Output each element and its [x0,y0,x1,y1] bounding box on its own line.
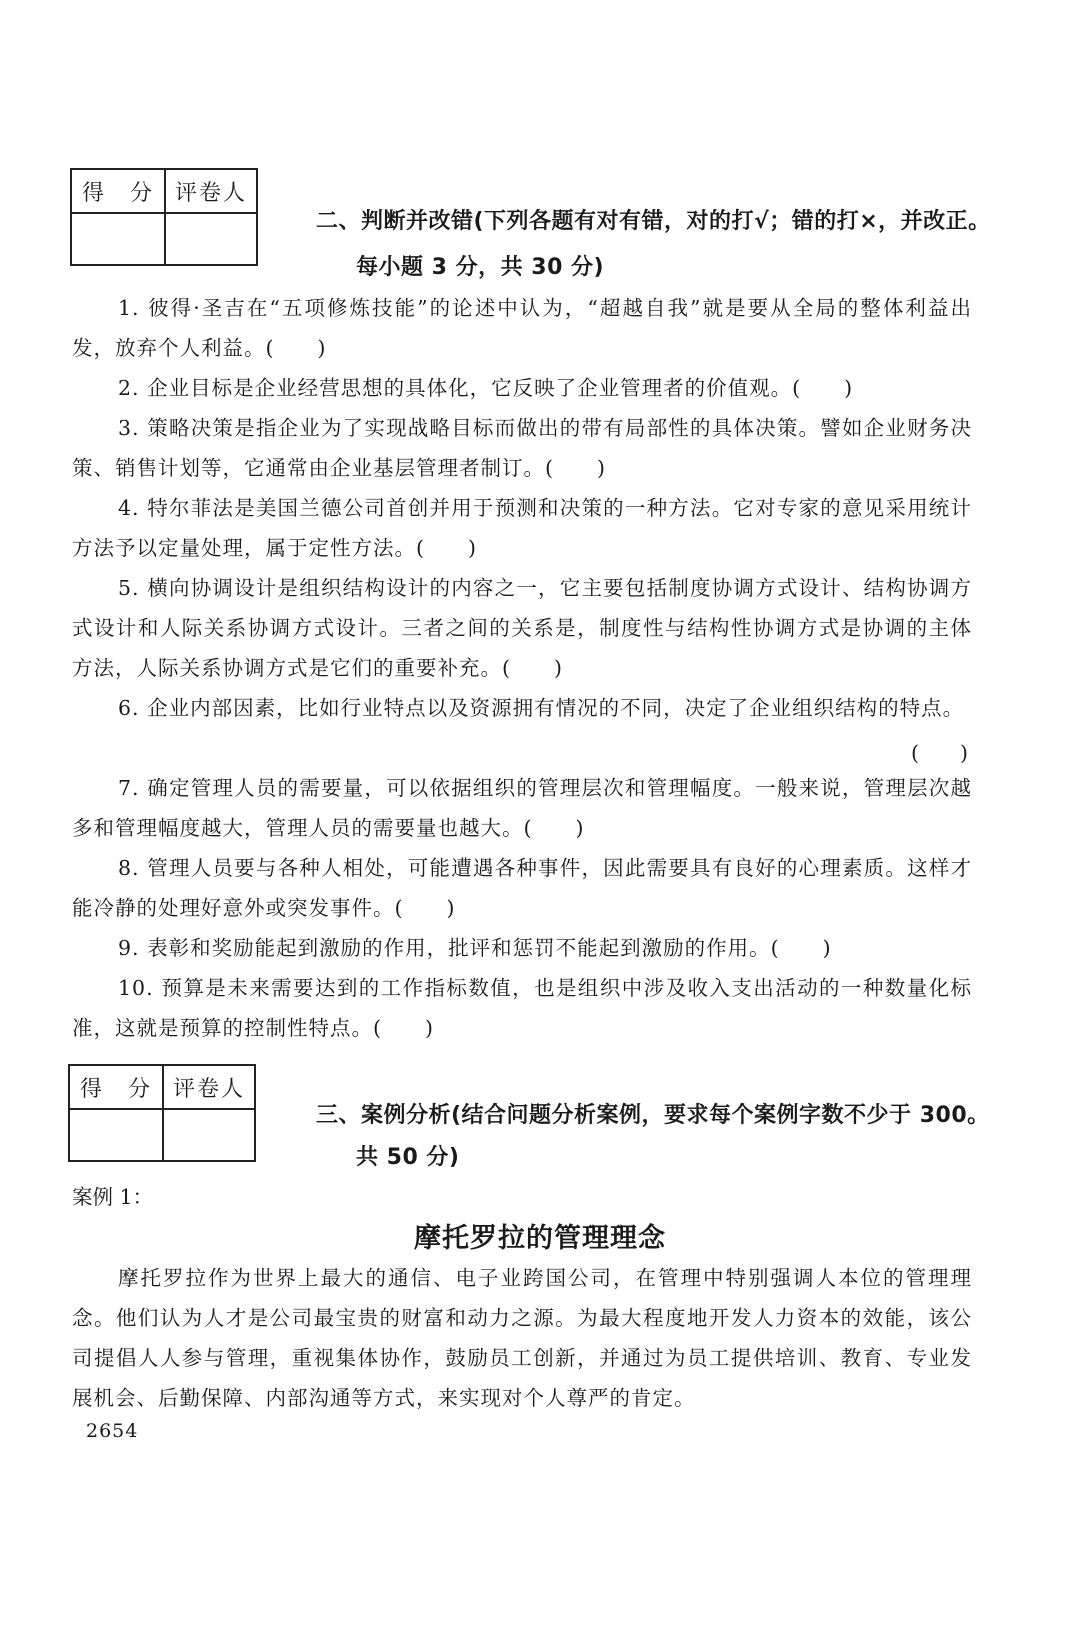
question-1: 1. 彼得·圣吉在“五项修炼技能”的论述中认为，“超越自我”就是要从全局的整体利益出发，放弃个人利益。( ) [72,296,972,360]
question-7: 7. 确定管理人员的需要量，可以依据组织的管理层次和管理幅度。一般来说，管理层次越多和管理幅度越大，管理人员的需要量也越大。( ) [72,776,972,840]
section3-title-line1: 三、案例分析(结合问题分析案例，要求每个案例字数不少于 300。 [316,1103,990,1128]
score-label: 得 分 [71,169,165,213]
case1-title: 摩托罗拉的管理理念 [414,1223,666,1254]
question-9: 9. 表彰和奖励能起到激励的作用，批评和惩罚不能起到激励的作用。( ) [118,936,832,960]
score-cell [69,1109,163,1161]
question-8: 8. 管理人员要与各种人相处，可能遭遇各种事件，因此需要具有良好的心理素质。这样才能冷静的处理好意外或突发事件。( ) [72,856,972,920]
section2-title-line1: 二、判断并改错(下列各题有对有错，对的打√；错的打×，并改正。 [316,209,991,234]
question-3: 3. 策略决策是指企业为了实现战略目标而做出的带有局部性的具体决策。譬如企业财务决策、销售计划等，它通常由企业基层管理者制订。( ) [72,416,972,480]
question-4: 4. 特尔菲法是美国兰德公司首创并用于预测和决策的一种方法。它对专家的意见采用统计方法予以定量处理，属于定性方法。( ) [72,496,972,560]
grader-cell [165,213,257,265]
question-5: 5. 横向协调设计是组织结构设计的内容之一，它主要包括制度协调方式设计、结构协调方式设计和人际关系协调方式设计。三者之间的关系是，制度性与结构性协调方式是协调的主体方法，人际关系协调方式是它们的重要补充。( ) [72,576,972,680]
grader-cell [163,1109,255,1161]
section2-title-line2: 每小题 3 分，共 30 分) [356,255,605,280]
question-6: 6. 企业内部因素，比如行业特点以及资源拥有情况的不同，决定了企业组织结构的特点。 [118,696,965,720]
question-2: 2. 企业目标是企业经营思想的具体化，它反映了企业管理者的价值观。( ) [118,376,854,400]
score-cell [71,213,165,265]
page-number: 2654 [86,1420,139,1442]
score-box-section2 [70,168,258,266]
question-10: 10. 预算是未来需要达到的工作指标数值，也是组织中涉及收入支出活动的一种数量化标准，这就是预算的控制性特点。( ) [72,976,972,1040]
score-label: 得 分 [69,1065,163,1109]
grader-label: 评卷人 [165,169,257,213]
question-6-answer-paren: ( ) [911,741,968,765]
grader-label: 评卷人 [163,1065,255,1109]
case1-body: 摩托罗拉作为世界上最大的通信、电子业跨国公司，在管理中特别强调人本位的管理理念。他们认为人才是公司最宝贵的财富和动力之源。为最大程度地开发人力资本的效能，该公司提倡人人参与管理，重视集体协作，鼓励员工创新，并通过为员工提供培训、教育、专业发展机会、后勤保障、内部沟通等方式，来实现对个人尊严的肯定。 [72,1266,972,1410]
score-box-section3 [68,1064,256,1162]
case1-label: 案例 1： [72,1185,154,1209]
section3-title-line2: 共 50 分) [356,1145,460,1170]
